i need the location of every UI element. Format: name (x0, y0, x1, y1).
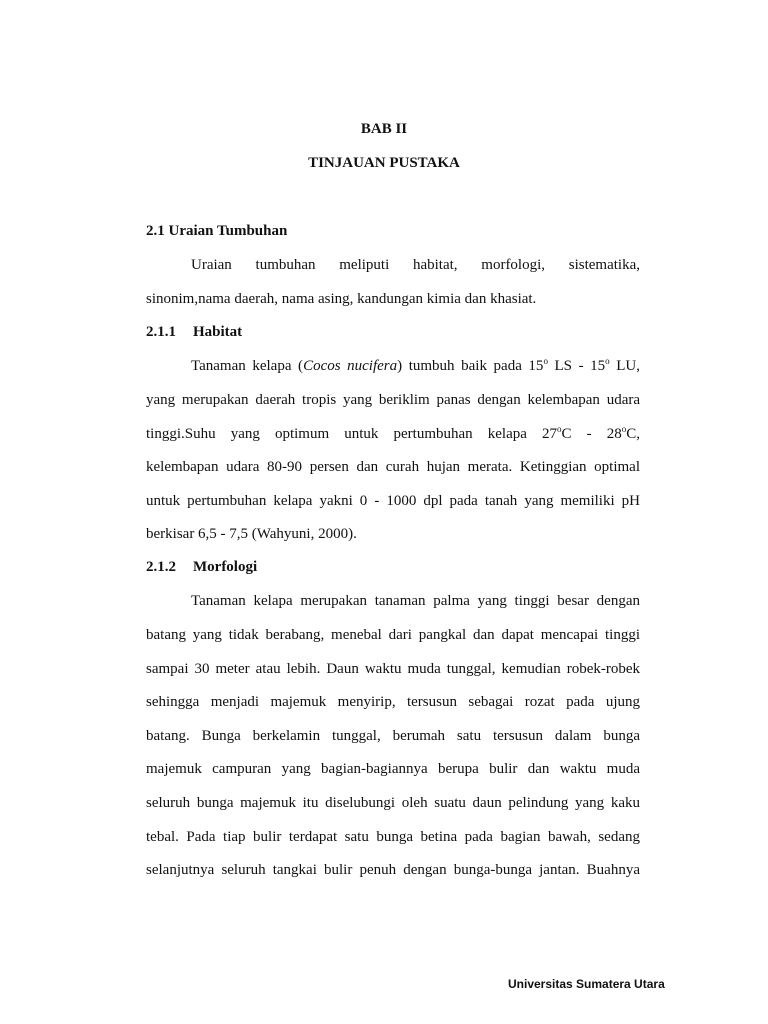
paragraph-line: Tanaman kelapa (Cocos nucifera) tumbuh baik pada 15$^o$ LS - 15$^o$ LU, (191, 356, 640, 374)
paragraph-line: batang. Bunga berkelamin tunggal, berumah satu tersusun dalam bunga (146, 728, 640, 744)
section-heading-2-1: 2.1 Uraian Tumbuhan (146, 223, 288, 239)
paragraph-line: kelembapan udara 80-90 persen dan curah hujan merata. Ketinggian optimal (146, 459, 640, 475)
chapter-title: TINJAUAN PUSTAKA (308, 155, 460, 171)
paragraph-line: yang merupakan daerah tropis yang beriklim panas dengan kelembapan udara (146, 392, 640, 408)
paragraph-line: batang yang tidak berabang, menebal dari pangkal dan dapat mencapai tinggi (146, 627, 640, 643)
paragraph-line: untuk pertumbuhan kelapa yakni 0 - 1000 dpl pada tanah yang memiliki pH (146, 493, 640, 509)
paragraph-line: tebal. Pada tiap bulir terdapat satu bunga betina pada bagian bawah, sedang (146, 829, 640, 845)
paragraph-line: Uraian tumbuhan meliputi habitat, morfologi, sistematika, (191, 257, 640, 273)
paragraph-line: Tanaman kelapa merupakan tanaman palma yang tinggi besar dengan (191, 593, 640, 609)
paragraph-line: sampai 30 meter atau lebih. Daun waktu muda tunggal, kemudian robek-robek (146, 661, 640, 677)
paragraph-line: majemuk campuran yang bagian-bagiannya berupa bulir dan waktu muda (146, 761, 640, 777)
paragraph-line: sehingga menjadi majemuk menyirip, tersusun sebagai rozat pada ujung (146, 694, 640, 710)
subsection-title: Morfologi (193, 559, 258, 575)
footer-institution: Universitas Sumatera Utara (508, 977, 665, 991)
paragraph-line: tinggi.Suhu yang optimum untuk pertumbuhan kelapa 27$^o$C - 28$^o$C, (146, 424, 640, 442)
subsection-heading-morfologi (146, 558, 257, 576)
subsection-title: Habitat (193, 324, 243, 340)
chapter-number: BAB II (360, 121, 408, 137)
paragraph-line: sinonim,nama daerah, nama asing, kandungan kimia dan khasiat. (146, 291, 537, 307)
subsection-heading-habitat (146, 323, 242, 341)
paragraph-line: berkisar 6,5 - 7,5 (Wahyuni, 2000). (146, 526, 357, 542)
scientific-name: Cocos nucifera (303, 358, 398, 374)
paragraph-line: selanjutnya seluruh tangkai bulir penuh dengan bunga-bunga jantan. Buahnya (146, 862, 640, 878)
subsection-number: 2.1.1 (146, 324, 176, 340)
subsection-number: 2.1.2 (146, 559, 176, 575)
paragraph-line: seluruh bunga majemuk itu diselubungi oleh suatu daun pelindung yang kaku (146, 795, 640, 811)
